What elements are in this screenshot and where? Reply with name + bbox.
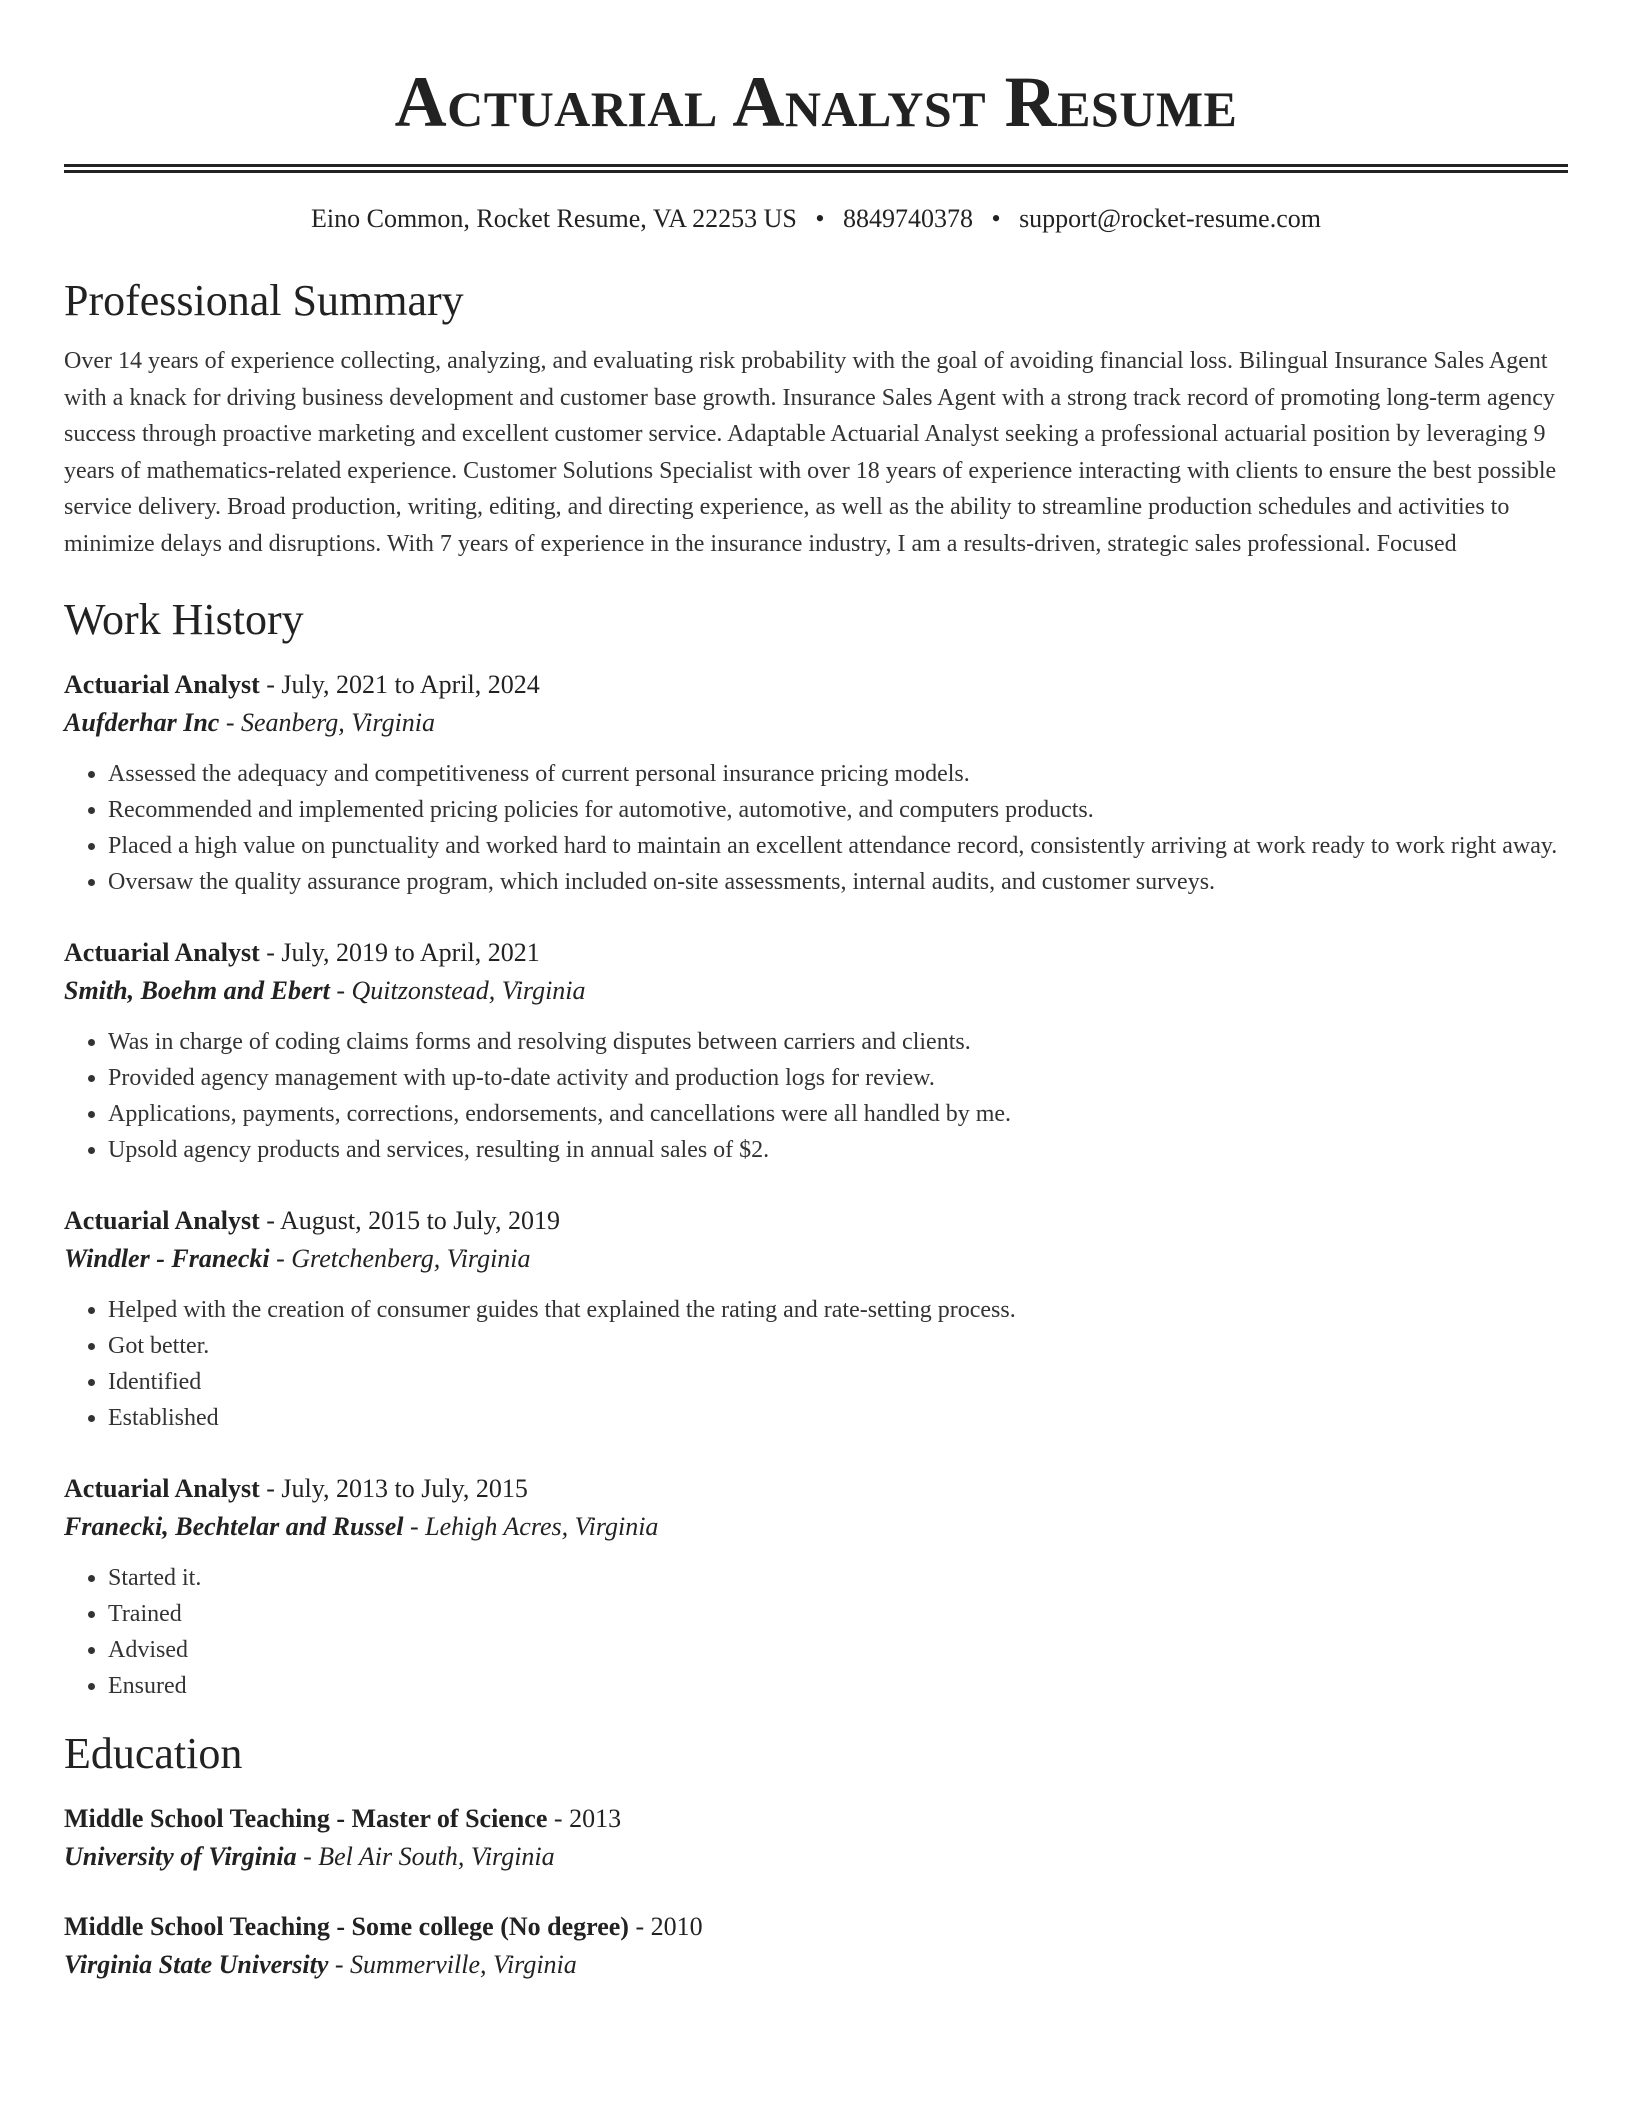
dash-separator: - (328, 1950, 351, 1979)
job-company-line (64, 972, 1568, 1010)
job-title-line (64, 934, 1568, 972)
dash-separator: - (259, 670, 282, 699)
education-school-line (64, 1946, 1568, 1984)
education-school-line (64, 1838, 1568, 1876)
job-bullet: • Got better. (108, 1328, 1568, 1364)
job-entry (64, 1202, 1568, 1436)
job-location: Lehigh Acres, Virginia (425, 1512, 659, 1541)
job-bullet: • Advised (108, 1632, 1568, 1668)
job-bullet-list (64, 756, 1568, 900)
job-dates: July, 2021 to April, 2024 (281, 670, 540, 699)
dash-separator: - (296, 1842, 319, 1871)
job-bullet: • Established (108, 1400, 1568, 1436)
job-bullet-list (64, 1024, 1568, 1168)
job-bullet: • Applications, payments, corrections, endorsements, and cancellations were all handled by me. (108, 1096, 1568, 1132)
contact-address: Eino Common, Rocket Resume, VA 22253 US (311, 204, 797, 233)
dash-separator: - (259, 1474, 282, 1503)
section-heading-work-history: Work History (64, 595, 304, 644)
job-dates: July, 2019 to April, 2021 (281, 938, 540, 967)
job-bullet: • Placed a high value on punctuality and worked hard to maintain an excellent attendance record, consistently arriving at work ready to work right away. (108, 828, 1568, 864)
dash-separator: - (269, 1244, 292, 1273)
job-bullet: • Helped with the creation of consumer guides that explained the rating and rate-setting process. (108, 1292, 1568, 1328)
job-bullet-list (64, 1292, 1568, 1436)
education-degree-line (64, 1908, 1568, 1946)
education-degree: Middle School Teaching - Master of Science (64, 1804, 548, 1833)
job-company: Franecki, Bechtelar and Russel (64, 1512, 404, 1541)
job-bullet: • Identified (108, 1364, 1568, 1400)
job-role: Actuarial Analyst (64, 938, 260, 967)
job-dates: August, 2015 to July, 2019 (279, 1206, 560, 1235)
education-degree-line (64, 1800, 1568, 1838)
dash-separator: - (259, 938, 282, 967)
dash-separator: - (219, 708, 241, 737)
title-divider (64, 164, 1568, 173)
resume-title: Actuarial Analyst Resume (394, 62, 1238, 142)
job-role: Actuarial Analyst (64, 670, 260, 699)
dash-separator: - (329, 976, 352, 1005)
job-title-line (64, 1202, 1568, 1240)
job-location: Quitzonstead, Virginia (351, 976, 586, 1005)
dash-separator: - (259, 1206, 280, 1235)
education-location: Bel Air South, Virginia (318, 1842, 555, 1871)
job-location: Gretchenberg, Virginia (291, 1244, 531, 1273)
job-company: Smith, Boehm and Ebert (64, 976, 330, 1005)
dash-separator: - (628, 1912, 651, 1941)
job-bullet: • Was in charge of coding claims forms and resolving disputes between carriers and clients. (108, 1024, 1568, 1060)
job-bullet: • Assessed the adequacy and competitiveness of current personal insurance pricing models. (108, 756, 1568, 792)
job-role: Actuarial Analyst (64, 1206, 260, 1235)
education-school: University of Virginia (64, 1842, 297, 1871)
education-year: 2010 (650, 1912, 703, 1941)
job-bullet-list (64, 1560, 1568, 1704)
contact-phone: 8849740378 (842, 204, 973, 233)
education-school: Virginia State University (64, 1950, 329, 1979)
job-company-line (64, 1240, 1568, 1278)
education-year: 2013 (569, 1804, 622, 1833)
education-degree: Middle School Teaching - Some college (No degree) (64, 1912, 629, 1941)
section-heading-professional-summary: Professional Summary (64, 276, 464, 325)
job-bullet: • Ensured (108, 1668, 1568, 1704)
job-location: Seanberg, Virginia (241, 708, 436, 737)
job-company: Windler - Franecki (64, 1244, 270, 1273)
job-entry (64, 666, 1568, 900)
section-heading-education: Education (64, 1729, 243, 1778)
job-dates: July, 2013 to July, 2015 (281, 1474, 528, 1503)
job-bullet: • Started it. (108, 1560, 1568, 1596)
education-entry (64, 1800, 1568, 1876)
job-company-line (64, 1508, 1568, 1546)
job-title-line (64, 1470, 1568, 1508)
bullet-separator: • (991, 204, 1001, 233)
job-bullet: • Oversaw the quality assurance program, which included on-site assessments, internal audits, and customer surveys. (108, 864, 1568, 900)
job-bullet: • Trained (108, 1596, 1568, 1632)
bullet-separator: • (815, 204, 825, 233)
education-location: Summerville, Virginia (350, 1950, 577, 1979)
job-company: Aufderhar Inc (64, 708, 220, 737)
summary-paragraph: Over 14 years of experience collecting, analyzing, and evaluating risk probability with the goal of avoiding financial loss. Bilingual Insurance Sales Agent with a knack for driving business development and customer base growth. Insurance Sales Agent with a strong track record of promoting long-term agency success through proactive marketing and excellent customer service. Adaptable Actuarial Analyst seeking a professional actuarial position by leveraging 9 years of mathematics-related experience. Customer Solutions Specialist with over 18 years of experience interacting with clients to ensure the best possible service delivery. Broad production, writing, editing, and directing experience, as well as the ability to streamline production schedules and activities to minimize delays and disruptions. With 7 years of experience in the insurance industry, I am a results-driven, strategic sales professional. Focused (64, 348, 1557, 557)
job-bullet: • Recommended and implemented pricing policies for automotive, automotive, and computers products. (108, 792, 1568, 828)
dash-separator: - (547, 1804, 570, 1833)
job-bullet: • Provided agency management with up-to-date activity and production logs for review. (108, 1060, 1568, 1096)
contact-line (64, 203, 1568, 235)
job-company-line (64, 704, 1568, 742)
job-title-line (64, 666, 1568, 704)
education-entry (64, 1908, 1568, 1984)
dash-separator: - (403, 1512, 426, 1541)
job-bullet: • Upsold agency products and services, resulting in annual sales of $2. (108, 1132, 1568, 1168)
contact-email: support@rocket-resume.com (1019, 204, 1321, 233)
job-entry (64, 1470, 1568, 1704)
job-role: Actuarial Analyst (64, 1474, 260, 1503)
job-entry (64, 934, 1568, 1168)
